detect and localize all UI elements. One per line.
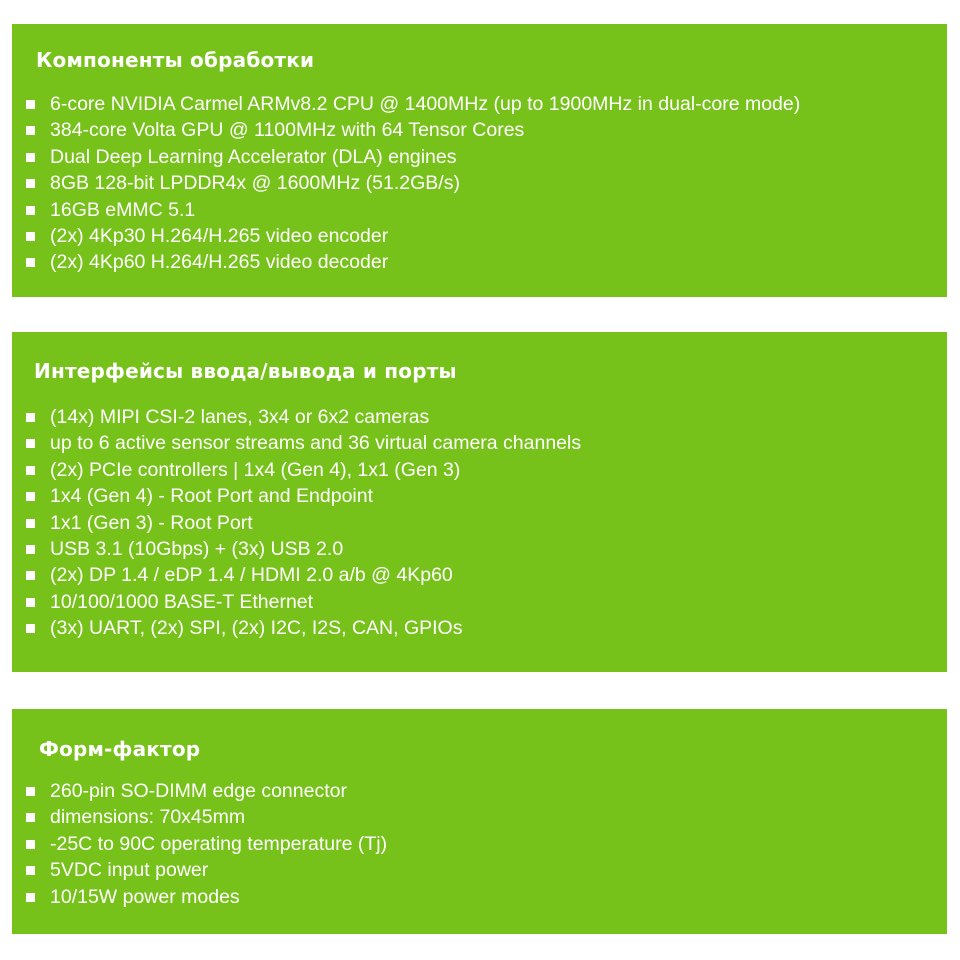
list-item — [26, 615, 581, 641]
list-item-text: (2x) 4Kp30 H.264/H.265 video encoder — [50, 224, 389, 247]
list-item-text: 6-core NVIDIA Carmel ARMv8.2 CPU @ 1400MHz (up to 1900MHz in dual-core mode) — [50, 93, 801, 115]
square-bullet-icon — [26, 840, 35, 849]
spec-list — [26, 91, 800, 276]
section-title: Компоненты обработки — [36, 48, 315, 72]
square-bullet-icon — [26, 813, 35, 822]
list-item — [26, 831, 387, 857]
list-item-text: (2x) DP 1.4 / eDP 1.4 / HDMI 2.0 a/b @ 4Kp60 — [50, 564, 453, 587]
spec-list — [26, 778, 387, 910]
list-item-text: Dual Deep Learning Accelerator (DLA) engines — [50, 145, 457, 168]
list-item — [26, 223, 800, 249]
list-item — [26, 197, 800, 223]
list-item — [26, 144, 800, 170]
square-bullet-icon — [26, 893, 35, 902]
list-item-text: -25C to 90C operating temperature (Tj) — [50, 832, 388, 855]
square-bullet-icon — [26, 571, 35, 580]
square-bullet-icon — [26, 206, 35, 215]
list-item — [26, 430, 581, 456]
list-item-text: dimensions: 70x45mm — [50, 806, 246, 829]
list-item — [26, 857, 387, 883]
square-bullet-icon — [26, 232, 35, 241]
spec-list — [26, 404, 581, 642]
list-item-text: (3x) UART, (2x) SPI, (2x) I2C, I2S, CAN, GPIOs — [50, 617, 463, 640]
square-bullet-icon — [26, 179, 35, 188]
list-item — [26, 404, 581, 430]
square-bullet-icon — [26, 545, 35, 554]
list-item — [26, 589, 581, 615]
square-bullet-icon — [26, 100, 35, 109]
list-item-text: (14x) MIPI CSI-2 lanes, 3x4 or 6x2 cameras — [50, 406, 430, 428]
section-io-interfaces — [12, 332, 947, 672]
square-bullet-icon — [26, 439, 35, 448]
list-item — [26, 91, 800, 117]
list-item-text: 8GB 128-bit LPDDR4x @ 1600MHz (51.2GB/s) — [50, 172, 460, 195]
list-item — [26, 170, 800, 196]
list-item — [26, 117, 800, 143]
list-item-text: 1x4 (Gen 4) - Root Port and Endpoint — [50, 485, 374, 508]
square-bullet-icon — [26, 466, 35, 475]
list-item — [26, 562, 581, 588]
list-item — [26, 778, 387, 804]
square-bullet-icon — [26, 413, 35, 422]
square-bullet-icon — [26, 598, 35, 607]
square-bullet-icon — [26, 866, 35, 875]
list-item-text: 10/15W power modes — [50, 885, 240, 908]
list-item-text: 260-pin SO-DIMM edge connector — [50, 780, 347, 802]
list-item-text: up to 6 active sensor streams and 36 virtual camera channels — [50, 432, 582, 455]
square-bullet-icon — [26, 624, 35, 633]
list-item-text: (2x) 4Kp60 H.264/H.265 video decoder — [50, 251, 389, 274]
list-item — [26, 457, 581, 483]
list-item-text: 1x1 (Gen 3) - Root Port — [50, 511, 253, 534]
list-item-text: (2x) PCIe controllers | 1x4 (Gen 4), 1x1 (Gen 3) — [50, 458, 461, 481]
section-title: Форм-фактор — [39, 737, 201, 761]
square-bullet-icon — [26, 153, 35, 162]
square-bullet-icon — [26, 258, 35, 267]
list-item — [26, 510, 581, 536]
section-title: Интерфейсы ввода/вывода и порты — [34, 359, 457, 383]
list-item — [26, 804, 387, 830]
list-item-text: 16GB eMMC 5.1 — [50, 198, 196, 221]
list-item-text: USB 3.1 (10Gbps) + (3x) USB 2.0 — [50, 537, 344, 560]
list-item — [26, 884, 387, 910]
square-bullet-icon — [26, 492, 35, 501]
list-item — [26, 249, 800, 275]
square-bullet-icon — [26, 519, 35, 528]
square-bullet-icon — [26, 787, 35, 796]
section-processing-components — [12, 24, 947, 297]
list-item — [26, 536, 581, 562]
list-item-text: 5VDC input power — [50, 859, 209, 882]
list-item — [26, 483, 581, 509]
list-item-text: 384-core Volta GPU @ 1100MHz with 64 Tensor Cores — [50, 119, 525, 142]
list-item-text: 10/100/1000 BASE-T Ethernet — [50, 590, 314, 613]
square-bullet-icon — [26, 126, 35, 135]
section-form-factor — [12, 709, 947, 934]
